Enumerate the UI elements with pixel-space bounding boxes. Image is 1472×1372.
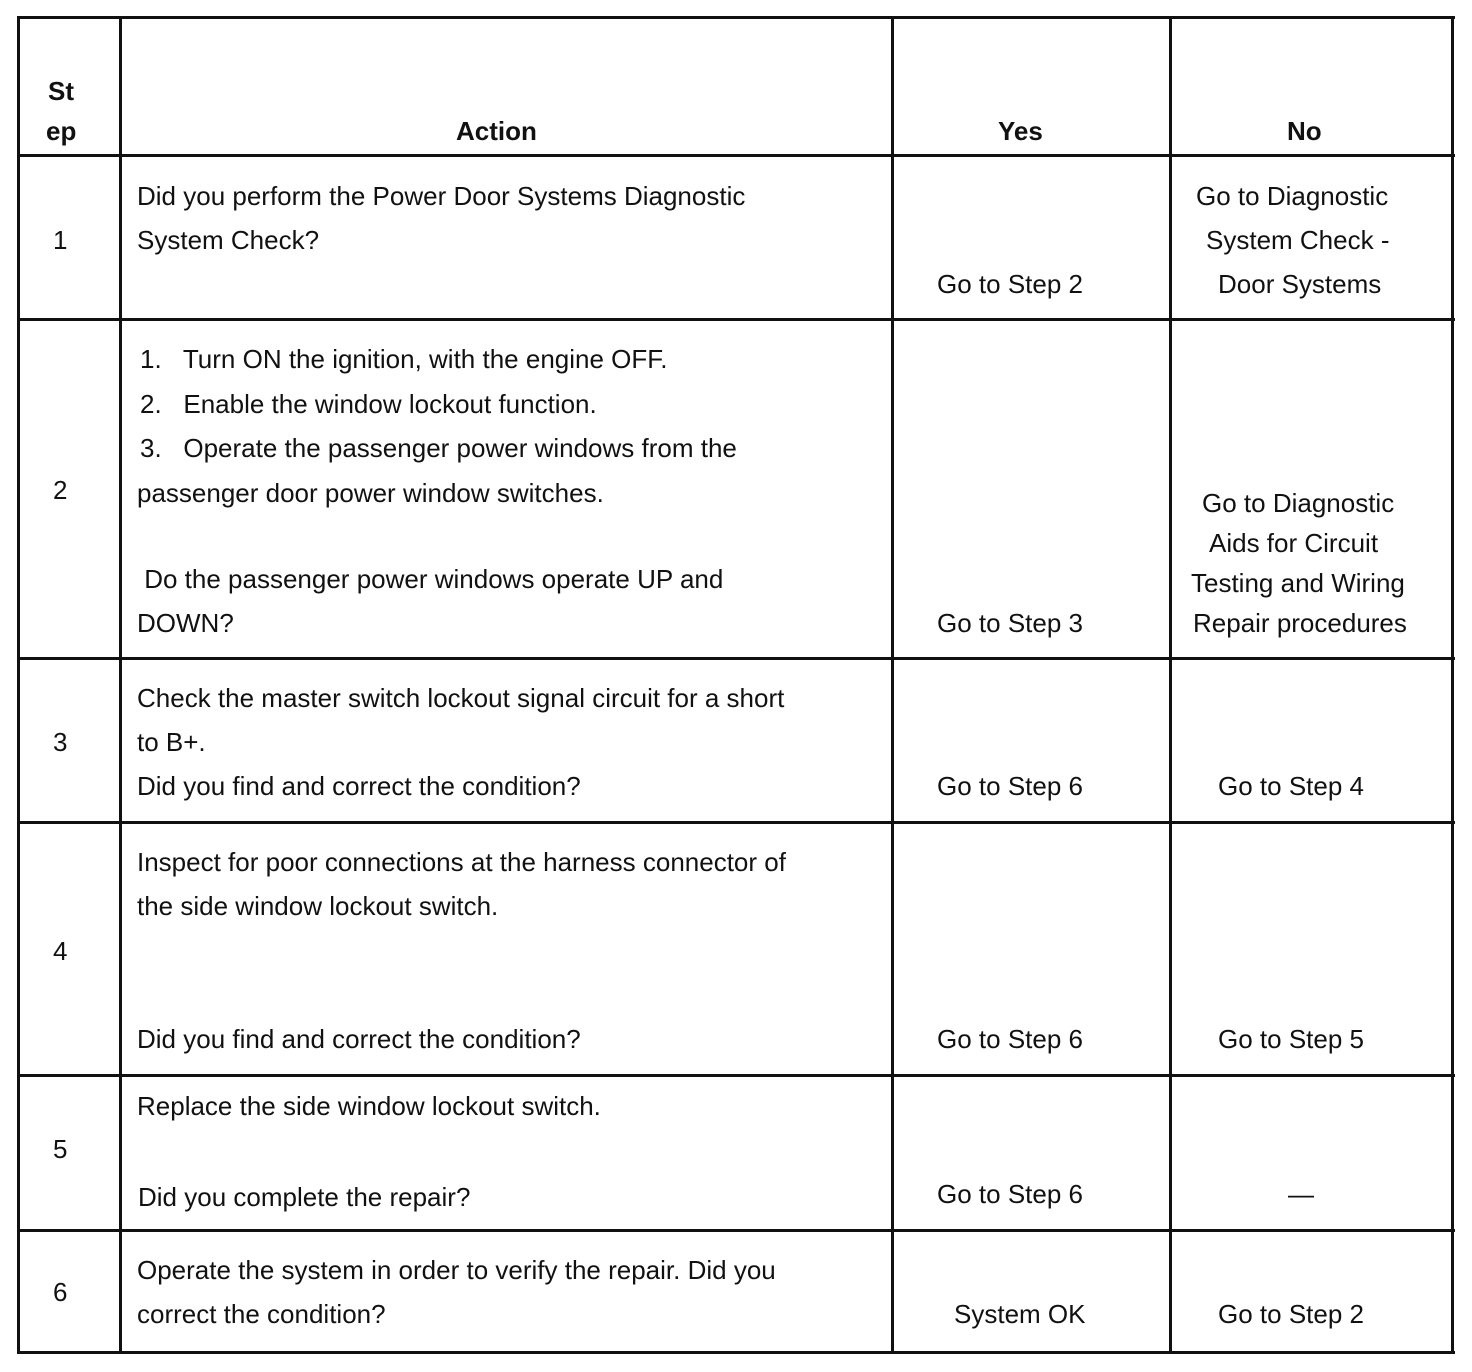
grid-line [17,657,1455,660]
action-line: 2. Enable the window lockout function. [140,389,597,419]
no-result-line: Go to Diagnostic [1202,488,1395,518]
no-result-line: Go to Diagnostic [1196,181,1389,211]
grid-line [17,318,1455,321]
grid-line [17,1074,1455,1077]
yes-result: Go to Step 6 [937,1024,1083,1054]
yes-result: Go to Step 2 [937,269,1083,299]
action-line: 1. Turn ON the ignition, with the engine OFF. [140,344,668,374]
action-line: Do the passenger power windows operate UP and [137,564,724,594]
header-action: Action [456,116,537,146]
action-line: the side window lockout switch. [137,891,499,921]
grid-line [119,16,122,1354]
action-line: Did you find and correct the condition? [137,1024,581,1054]
action-line: 3. Operate the passenger power windows from the [140,433,737,463]
no-result-line: Repair procedures [1193,608,1407,638]
header-step-line2: ep [46,116,77,146]
grid-line [17,821,1455,824]
action-line: Operate the system in order to verify the repair. Did you [137,1255,776,1285]
action-line: to B+. [137,727,206,757]
step-number: 2 [53,475,68,505]
grid-line [17,154,1455,157]
no-result-line: Door Systems [1218,269,1382,299]
action-line: Did you perform the Power Door Systems Diagnostic [137,181,746,211]
action-line: System Check? [137,225,320,255]
yes-result: Go to Step 6 [937,1179,1083,1209]
action-line: Inspect for poor connections at the harness connector of [137,847,786,877]
header-step-line1: St [48,76,74,106]
grid-line [17,16,1455,19]
grid-line [1169,16,1172,1354]
yes-result: System OK [954,1299,1086,1329]
action-line: DOWN? [137,608,234,638]
step-number: 6 [53,1277,68,1307]
grid-line [17,1229,1455,1232]
action-line: passenger door power window switches. [137,478,604,508]
grid-line [1451,16,1454,1354]
no-result-line: Aids for Circuit [1209,528,1379,558]
no-result-line: — [1288,1179,1314,1209]
action-line: Did you find and correct the condition? [137,771,581,801]
grid-line [891,16,894,1354]
action-line: Replace the side window lockout switch. [137,1091,601,1121]
step-number: 3 [53,727,68,757]
yes-result: Go to Step 3 [937,608,1083,638]
no-result-line: System Check - [1206,225,1390,255]
step-number: 1 [53,225,68,255]
no-result-line: Testing and Wiring [1191,568,1405,598]
no-result-line: Go to Step 2 [1218,1299,1364,1329]
header-no: No [1287,116,1322,146]
no-result-line: Go to Step 4 [1218,771,1364,801]
yes-result: Go to Step 6 [937,771,1083,801]
grid-line [17,1351,1455,1354]
action-line: correct the condition? [137,1299,386,1329]
action-line: Did you complete the repair? [138,1182,471,1212]
step-number: 4 [53,936,68,966]
step-number: 5 [53,1134,68,1164]
header-yes: Yes [998,116,1043,146]
no-result-line: Go to Step 5 [1218,1024,1364,1054]
grid-line [17,16,20,1354]
action-line: Check the master switch lockout signal circuit for a short [137,683,785,713]
